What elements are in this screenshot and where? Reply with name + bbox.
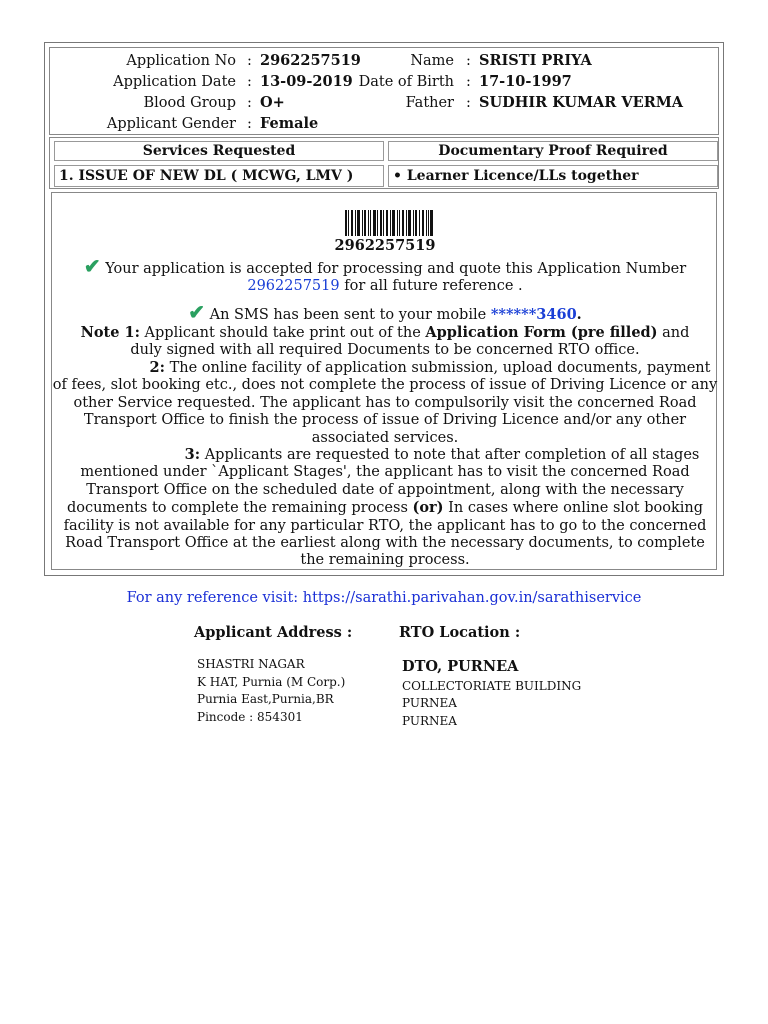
colon: : bbox=[247, 116, 252, 132]
check-icon: ✔ bbox=[83, 254, 101, 278]
rto-line: PURNEA bbox=[402, 714, 457, 728]
check-icon: ✔ bbox=[188, 300, 206, 324]
dob-label: Date of Birth bbox=[358, 74, 454, 90]
proof-header: Documentary Proof Required bbox=[388, 141, 718, 161]
note-2 bbox=[52, 359, 718, 447]
barcode-number: 2962257519 bbox=[334, 237, 436, 254]
note-3-text-a: Applicants are requested to note that after completion of all stages mentioned under `Applicant Stages', the applicant has to visit the concerned Road Transport Office on the scheduled date of appointment, along with the necessary documents to complete the remaining process bbox=[66, 447, 700, 517]
applicant-details-panel bbox=[49, 47, 719, 135]
note-2-text: The online facility of application submission, upload documents, payment of fees, slot booking etc., does not complete the process of issue of Driving Licence or any other Service requested. The applicant has to compulsorily visit the concerned Road Transport Office to finish the process of issue of Driving Licence and/or any other associated services. bbox=[52, 360, 718, 446]
sms-message bbox=[52, 300, 718, 324]
note-2-label: 2: bbox=[149, 359, 165, 376]
note-1-text-b: and duly signed with all required Documents to be concerned RTO office. bbox=[130, 325, 690, 359]
colon: : bbox=[247, 53, 252, 69]
blood-group-label: Blood Group bbox=[143, 95, 236, 111]
address-line: Pincode : 854301 bbox=[197, 710, 303, 724]
rto-line: PURNEA bbox=[402, 696, 457, 710]
note-3-label: 3: bbox=[184, 446, 201, 463]
services-panel bbox=[49, 137, 719, 189]
application-form bbox=[44, 42, 724, 576]
dob-value: 17-10-1997 bbox=[479, 73, 572, 90]
gender-value: Female bbox=[260, 115, 319, 132]
note-1 bbox=[52, 324, 718, 360]
app-date-label: Application Date bbox=[113, 74, 236, 90]
gender-label: Applicant Gender bbox=[106, 116, 236, 132]
rto-location-title: RTO Location : bbox=[399, 624, 521, 641]
father-label: Father bbox=[405, 95, 454, 111]
accepted-message bbox=[52, 254, 718, 296]
colon: : bbox=[466, 74, 471, 90]
sms-mobile: ******3460 bbox=[490, 306, 577, 323]
app-no-value: 2962257519 bbox=[260, 52, 361, 69]
rto-name: DTO, PURNEA bbox=[402, 658, 519, 675]
services-header: Services Requested bbox=[54, 141, 384, 161]
note-3 bbox=[52, 446, 718, 570]
note-1-text-a: Applicant should take print out of the bbox=[144, 325, 421, 341]
colon: : bbox=[247, 74, 252, 90]
service-row: 1. ISSUE OF NEW DL ( MCWG, LMV ) bbox=[54, 165, 384, 187]
accepted-prefix: Your application is accepted for processing and quote this Application Number bbox=[105, 261, 687, 277]
applicant-address-title: Applicant Address : bbox=[194, 624, 353, 641]
colon: : bbox=[247, 95, 252, 111]
note-1-bold: Application Form (pre filled) bbox=[425, 324, 658, 341]
accepted-suffix: for all future reference . bbox=[344, 278, 523, 295]
name-label: Name bbox=[410, 53, 454, 69]
sms-prefix: An SMS has been sent to your mobile bbox=[209, 307, 487, 323]
app-date-value: 13-09-2019 bbox=[260, 73, 353, 90]
name-value: SRISTI PRIYA bbox=[479, 52, 592, 69]
address-line: SHASTRI NAGAR bbox=[197, 657, 305, 671]
address-line: Purnia East,Purnia,BR bbox=[197, 692, 334, 706]
address-line: K HAT, Purnia (M Corp.) bbox=[197, 675, 346, 689]
blood-group-value: O+ bbox=[260, 94, 285, 111]
sms-suffix: . bbox=[576, 306, 582, 323]
colon: : bbox=[466, 95, 471, 111]
proof-row: • Learner Licence/LLs together bbox=[388, 165, 718, 187]
barcode-icon bbox=[345, 210, 433, 236]
father-value: SUDHIR KUMAR VERMA bbox=[479, 94, 684, 111]
notice-panel bbox=[51, 192, 717, 570]
app-no-label: Application No bbox=[126, 53, 236, 69]
rto-line: COLLECTORIATE BUILDING bbox=[402, 679, 582, 693]
note-3-text-b: In cases where online slot booking facility is not available for any particular RTO, the applicant has to go to the concerned Road Transport Office at the earliest along with the necessary documents, to complete the remaining process. bbox=[63, 500, 707, 569]
note-3-or: (or) bbox=[412, 499, 444, 517]
accepted-number-link[interactable]: 2962257519 bbox=[247, 278, 340, 295]
colon: : bbox=[466, 53, 471, 69]
note-1-label: Note 1: bbox=[80, 324, 140, 341]
reference-link[interactable]: For any reference visit: https://sarathi.parivahan.gov.in/sarathiservice bbox=[126, 590, 642, 606]
